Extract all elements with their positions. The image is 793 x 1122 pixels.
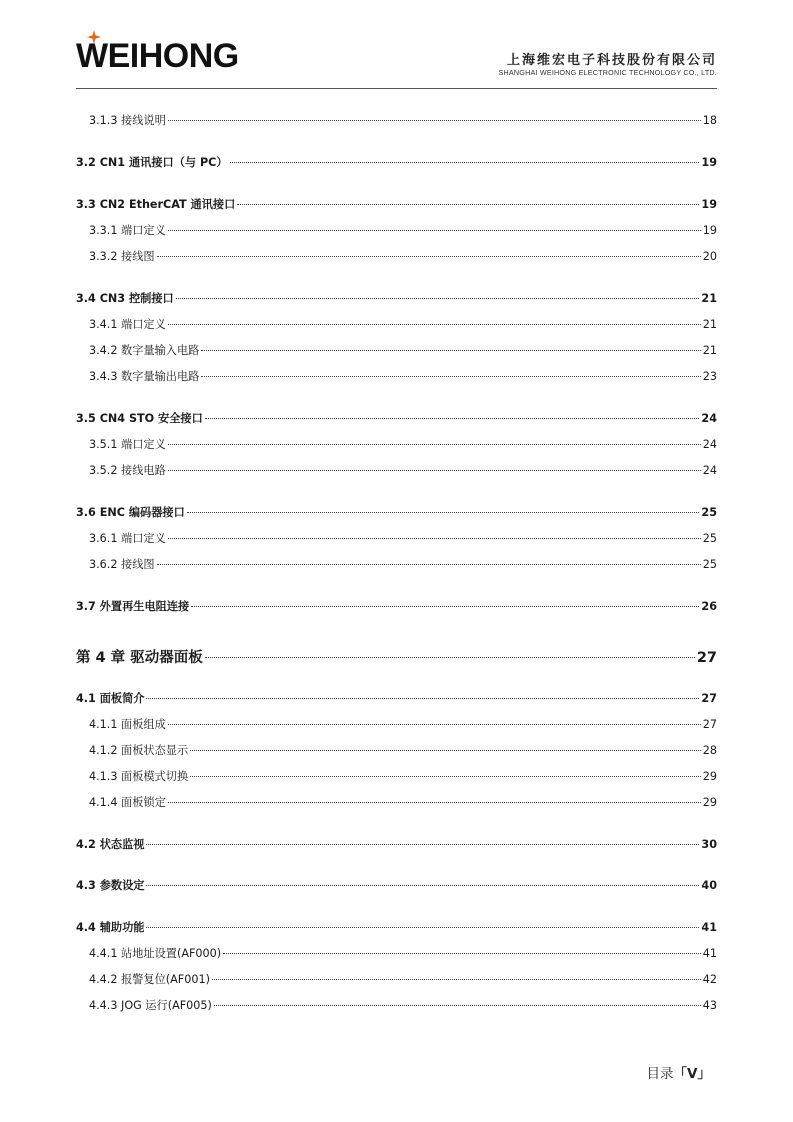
page-footer	[647, 1062, 711, 1082]
toc-entry-label: 3.6 ENC 编码器接口	[76, 506, 185, 519]
toc-leader-dots	[168, 538, 701, 539]
toc-entry-label: 4.1.3 面板模式切换	[89, 770, 189, 783]
toc-entry-label: 4.1.1 面板组成	[89, 718, 166, 731]
toc-entry[interactable]	[76, 646, 717, 667]
toc-entry-page: 21	[702, 344, 717, 357]
toc-entry[interactable]	[76, 836, 717, 852]
toc-entry-label: 4.4.2 报警复位(AF001)	[89, 973, 210, 986]
footer-label: 目录	[646, 1066, 674, 1082]
toc-leader-dots	[237, 204, 699, 205]
toc-leader-dots	[157, 564, 701, 565]
toc-entry-page: 42	[702, 973, 717, 986]
toc-leader-dots	[168, 324, 701, 325]
toc-entry-label: 3.4 CN3 控制接口	[76, 292, 174, 305]
toc-leader-dots	[168, 470, 701, 471]
toc-entry-label: 4.4.1 站地址设置(AF000)	[89, 947, 222, 960]
toc-entry-page: 19	[701, 198, 717, 211]
toc-entry[interactable]	[76, 971, 717, 987]
toc-leader-dots	[146, 885, 699, 886]
toc-entry-label: 3.4.2 数字量输入电路	[89, 344, 200, 357]
toc-entry-page: 24	[702, 438, 717, 451]
toc-entry-label: 4.1.2 面板状态显示	[89, 744, 189, 757]
toc-leader-dots	[168, 802, 701, 803]
footer-open-bracket: 「	[673, 1066, 688, 1082]
toc-entry-label: 3.3.2 接线图	[89, 250, 155, 263]
toc-entry-page: 19	[701, 156, 717, 169]
toc-entry-page: 24	[702, 464, 717, 477]
toc-entry[interactable]	[76, 556, 717, 572]
toc-leader-dots	[187, 512, 700, 513]
logo-text: WEIHONG	[76, 37, 239, 75]
toc-entry[interactable]	[76, 154, 717, 170]
toc-entry[interactable]	[76, 690, 717, 706]
toc-entry[interactable]	[76, 768, 717, 784]
toc-entry[interactable]	[76, 462, 717, 478]
toc-leader-dots	[146, 927, 699, 928]
toc-entry-label: 3.6.2 接线图	[89, 558, 155, 571]
toc-leader-dots	[205, 657, 695, 658]
toc-entry-label: 第 4 章 驱动器面板	[76, 650, 203, 666]
toc-entry-page: 41	[701, 921, 717, 934]
toc-entry-label: 3.5 CN4 STO 安全接口	[76, 412, 203, 425]
toc-leader-dots	[168, 444, 701, 445]
toc-entry-page: 30	[701, 838, 717, 851]
toc-entry-label: 4.1.4 面板锁定	[89, 796, 166, 809]
toc-entry[interactable]	[76, 919, 717, 935]
toc-entry[interactable]	[76, 716, 717, 732]
toc-leader-dots	[176, 298, 700, 299]
toc-entry[interactable]	[76, 504, 717, 520]
toc-entry-label: 3.6.1 端口定义	[89, 532, 166, 545]
toc-entry-page: 27	[701, 692, 717, 705]
toc-entry-page: 19	[702, 224, 717, 237]
toc-entry-label: 3.3.1 端口定义	[89, 224, 166, 237]
toc-entry[interactable]	[76, 598, 717, 614]
toc-entry[interactable]	[76, 248, 717, 264]
footer-page-number: V	[687, 1066, 698, 1082]
toc-entry-label: 4.4.3 JOG 运行(AF005)	[89, 999, 212, 1012]
toc-entry-page: 20	[702, 250, 717, 263]
company-name-cn: 上海维宏电子科技股份有限公司	[506, 53, 717, 68]
toc-entry-page: 21	[702, 318, 717, 331]
toc-entry-label: 3.5.1 端口定义	[89, 438, 166, 451]
toc-entry[interactable]	[76, 112, 717, 128]
toc-leader-dots	[214, 1005, 701, 1006]
toc-entry-page: 26	[701, 600, 717, 613]
toc-entry-page: 25	[702, 532, 717, 545]
toc-entry[interactable]	[76, 290, 717, 306]
toc-entry-page: 41	[702, 947, 717, 960]
toc-entry-page: 24	[701, 412, 717, 425]
toc-entry-label: 3.1.3 接线说明	[89, 114, 166, 127]
toc-entry-label: 3.5.2 接线电路	[89, 464, 166, 477]
toc-leader-dots	[201, 376, 700, 377]
toc-entry[interactable]	[76, 368, 717, 384]
toc-entry-label: 3.3 CN2 EtherCAT 通讯接口	[76, 198, 236, 211]
toc-leader-dots	[191, 606, 699, 607]
toc-entry[interactable]	[76, 945, 717, 961]
toc-leader-dots	[146, 698, 699, 699]
toc-entry[interactable]	[76, 222, 717, 238]
toc-entry-page: 40	[701, 879, 717, 892]
toc-entry-page: 27	[696, 650, 717, 666]
footer-close-bracket: 」	[697, 1066, 711, 1082]
toc-entry[interactable]	[76, 530, 717, 546]
toc-entry-page: 21	[701, 292, 717, 305]
toc-entry-label: 4.3 参数设定	[76, 879, 145, 892]
toc-leader-dots	[190, 750, 701, 751]
toc-entry-label: 3.4.1 端口定义	[89, 318, 166, 331]
toc-entry[interactable]	[76, 342, 717, 358]
toc-leader-dots	[201, 350, 700, 351]
toc-entry[interactable]	[76, 997, 717, 1013]
toc-entry-page: 27	[702, 718, 717, 731]
toc-entry-label: 4.2 状态监视	[76, 838, 145, 851]
toc-leader-dots	[212, 979, 701, 980]
toc-leader-dots	[205, 418, 700, 419]
toc-leader-dots	[230, 162, 700, 163]
toc-entry[interactable]	[76, 436, 717, 452]
page-header	[0, 0, 793, 92]
toc-entry[interactable]	[76, 410, 717, 426]
toc-entry-page: 29	[702, 796, 717, 809]
toc-leader-dots	[146, 844, 699, 845]
toc-entry-page: 43	[702, 999, 717, 1012]
toc-entry-page: 25	[701, 506, 717, 519]
toc-entry-label: 4.1 面板简介	[76, 692, 145, 705]
company-name-en: SHANGHAI WEIHONG ELECTRONIC TECHNOLOGY CO., LTD.	[498, 68, 717, 77]
toc-entry-page: 28	[702, 744, 717, 757]
header-divider	[76, 88, 717, 89]
toc-entry-label: 3.4.3 数字量输出电路	[89, 370, 200, 383]
toc-leader-dots	[223, 953, 701, 954]
toc-entry-page: 29	[702, 770, 717, 783]
toc-leader-dots	[157, 256, 701, 257]
toc-leader-dots	[190, 776, 701, 777]
toc-entry[interactable]	[76, 196, 717, 212]
toc-entry-label: 3.2 CN1 通讯接口（与 PC）	[76, 156, 228, 169]
toc-entry-label: 3.7 外置再生电阻连接	[76, 600, 190, 613]
toc-entry-page: 23	[702, 370, 717, 383]
toc-entry[interactable]	[76, 794, 717, 810]
toc-entry[interactable]	[76, 742, 717, 758]
toc-entry-label: 4.4 辅助功能	[76, 921, 145, 934]
toc-leader-dots	[168, 724, 701, 725]
toc-entry[interactable]	[76, 316, 717, 332]
toc-entry-page: 18	[702, 114, 717, 127]
toc-leader-dots	[168, 230, 701, 231]
toc-entry-page: 25	[702, 558, 717, 571]
toc-entry[interactable]	[76, 877, 717, 893]
toc-leader-dots	[168, 120, 701, 121]
